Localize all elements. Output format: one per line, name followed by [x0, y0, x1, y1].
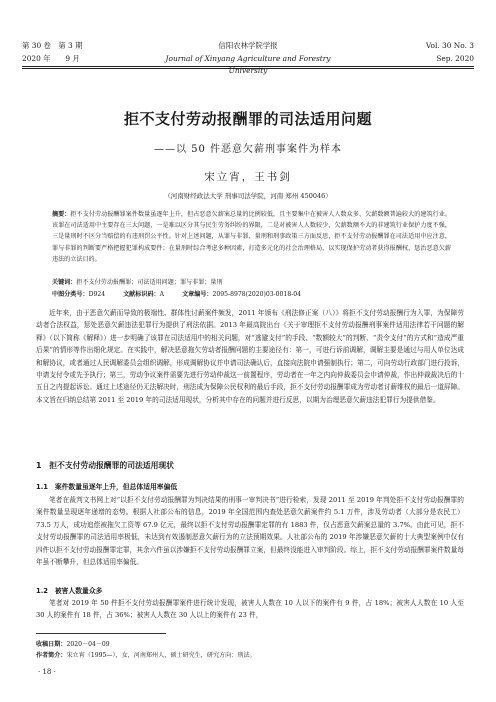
abstract [52, 209, 451, 265]
volume-issue-en: Vol. 30 No. 3 [425, 41, 474, 50]
abstract-text: 拒不支付劳动报酬罪案件数量虽逐年上升，但占恶意欠薪案总量的比例较低，且主要集中在被害人人数众多、欠薪数额普遍较大的建筑行业。该罪在司法适用中主要存在三大问题，一是难以区分其与民生劳务纠纷的界限，二是对被害人人数较少、欠薪数额不大的非建筑行业保护力度不强，三是量刑时不区分当赔偿的有违刑罚公平性。针对上述问题，从罪与非罪、量刑和刑事政策三方面反思，拒不支付劳动报酬罪在司法适用中应注意，罪与非罪的判断要严格把握犯罪构成要件；在量刑时综合考虑多种因素，打造多元化的社会治理格局，以实现保护劳动者获得报酬权，惩治恶意欠薪违法的立法目的。 [52, 211, 452, 263]
keywords-label: 关键词： [52, 279, 77, 286]
article-authors: 宋立宵，王书剑 [204, 171, 292, 183]
author-bio-text: 宋立宵（1995—），女，河南郑州人，硕士研究生，研究方向：刑法。 [66, 652, 256, 659]
journal-name-en: Journal of Xinyang Agriculture and Forestry University [165, 54, 331, 75]
article-number-value: 2095-8978(2020)03-0018-04 [212, 291, 302, 298]
section-1-1-heading: 1.1 案件数量虽逐年上升，但总体适用率偏低 [36, 483, 178, 491]
section-1-1-paragraph: 笔者在裁判文书网上对“以拒不支付劳动报酬罪为判决结果的刑事一审判决书”进行检索，发现 2011 至 2019 年判处拒不支付劳动报酬罪的案件数量呈现逐年递增的态势。根据人社部公布的信息，2019 年全国范围内查处恶意欠薪案件约 5.1 万件，涉及劳动者（大部分是农民工）73.5 万人，成功追偿被拖欠工资等 67.9 亿元，最终以拒不支付劳动报酬罪定罪的有 1883 件，仅占恶意欠薪案总量的 3.7%。由此可见，拒不支付劳动报酬罪的司法适用率极低，未达到有效遏制恶意欠薪行为的立法预期效果。人社部公布的 2019 年涉嫌恶意欠薪的十大典型案例中仅有四件以拒不支付劳动报酬罪定罪，其余六件虽以涉嫌拒不支付劳动报酬罪立案，但最终没能进入审判阶段。综上，拒不支付劳动报酬罪案件数量每年虽不断攀升，但总体适用率偏低。 [36, 496, 464, 567]
section-1-2-heading: 1.2 被害人数量众多 [36, 587, 103, 595]
clc-value: D924 [88, 291, 106, 298]
author-affiliation: （河南财经政法大学 刑事司法学院，河南 郑州 450046） [164, 192, 332, 200]
clc-label: 中图分类号： [52, 291, 89, 298]
received-label: 收稿日期： [36, 641, 67, 648]
article-subtitle: ——以 50 件恶意欠薪刑事案件为样本 [153, 144, 343, 155]
keywords-text: 拒不支付劳动报酬罪；司法适用问题；罪与非罪；量刑 [76, 279, 223, 286]
footnote-rule [36, 633, 166, 634]
abstract-label: 摘要： [52, 211, 71, 218]
journal-name-cn: 信阳农林学院学报 [218, 41, 278, 50]
article-number-label: 文章编号： [182, 291, 213, 298]
article-title: 拒不支付劳动报酬罪的司法适用问题 [123, 110, 372, 128]
publish-date-cn: 2020 年 9 月 [22, 54, 80, 63]
header-rule-thin [22, 68, 474, 69]
section-1-heading: 1 拒不支付劳动报酬罪的司法适用现状 [36, 461, 174, 470]
header-rule-thick [22, 66, 474, 67]
classification-line [52, 289, 451, 300]
section-1-2-paragraph: 笔者对 2019 年 50 件拒不支付劳动报酬罪案件进行统计发现，被害人人数在 10 人以下的案件有 9 件，占 18%；被害人人数在 10 人至 30 人的案件有 18 件，占 36%；被害人人数在 30 人以上的案件有 23 件， [36, 599, 464, 620]
publish-date-en: Sep. 2020 [436, 54, 474, 63]
received-date: 2020－04－09 [66, 641, 110, 648]
volume-issue-cn: 第 30 卷 第 3 期 [22, 41, 83, 50]
author-bio-label: 作者简介： [36, 652, 67, 659]
intro-paragraph: 近年来，由于恶意欠薪而导致的极端性、群体性讨薪案件频发，2011 年颁布《刑法修正案（八）》将拒不支付劳动报酬行为入罪，为保障劳动者合法权益，惩处恶意欠薪违法犯罪行为提供了刑法依据。2013 年最高院出台《关于审理拒不支付劳动报酬刑事案件适用法律若干问题的解释》（以下简称《解释》）进一步明确了该罪在司法适用中的相关问题，对“逃避支付”的手段、“数额较大”的判断、“责令支付”的方式和“造成严重后果”的情形等作出细化规定。在实践中，解决恶意拖欠劳动者报酬问题的主要途径有：第一，可进行诉前调解，调解主要是通过与用人单位达成和解协议，或者通过人民调解委员会组织调解，形成调解协议并申请司法确认后，直接向法院申请强制执行；第二，可向劳动行政部门进行投诉，申请支付令或先予执行；第三，劳动争议案件需要先进行劳动仲裁这一前置程序，劳动者在一年之内向仲裁委员会申请仲裁，作出仲裁裁决后的十五日之内提起诉讼。通过上述途径仍无法解决时，刑法成为保障公民权利的最后手段，拒不支付劳动报酬罪成为劳动者讨薪维权的最后一道屏障。本文旨在归纳总结第 2011 至 2019 年的司法适用现状，分析其中存在的问题并进行反思，以期为治理恶意欠薪违法犯罪行为提供借鉴。 [36, 309, 464, 404]
footnote-received [36, 639, 464, 650]
keywords [52, 277, 451, 288]
doc-code-label: 文献标识码： [123, 291, 160, 298]
doc-code-value: A [159, 291, 165, 298]
footnote-author-bio [36, 650, 464, 661]
page-number: · 18 · [38, 668, 56, 676]
